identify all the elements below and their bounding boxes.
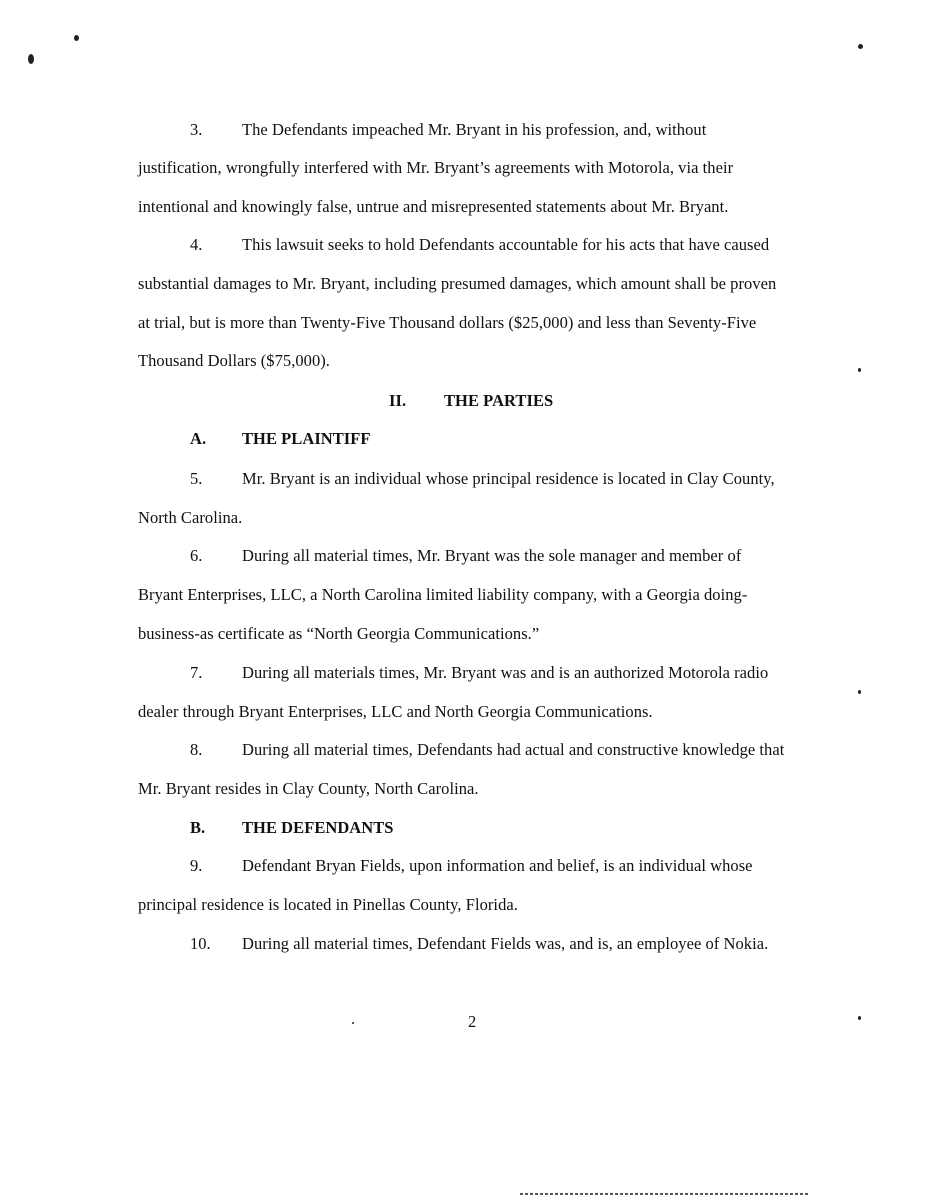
- paragraph-line: principal residence is located in Pinellas County, Florida.: [138, 895, 518, 914]
- section-heading-title: THE PARTIES: [444, 391, 554, 410]
- subheading-title: THE PLAINTIFF: [242, 429, 371, 448]
- page-number: 2: [468, 1012, 477, 1031]
- paragraph-line: During all material times, Defendants had actual and constructive knowledge that: [242, 740, 785, 759]
- scan-artifact-bar: [520, 1193, 810, 1195]
- paragraph-number: 3.: [190, 120, 203, 139]
- scan-mark: [858, 44, 863, 49]
- paragraph-line: During all materials times, Mr. Bryant was and is an authorized Motorola radio: [242, 663, 769, 682]
- paragraph-line: During all material times, Defendant Fields was, and is, an employee of Nokia.: [242, 934, 769, 953]
- paragraph-number: 8.: [190, 740, 203, 759]
- paragraph-line: During all material times, Mr. Bryant was the sole manager and member of: [242, 546, 742, 565]
- subheading-letter: A.: [190, 429, 207, 448]
- paragraph-line: North Carolina.: [138, 508, 243, 527]
- scan-mark: [858, 690, 861, 694]
- paragraph-line: at trial, but is more than Twenty-Five Thousand dollars ($25,000) and less than Seventy-Five: [138, 313, 757, 332]
- paragraph-line: Defendant Bryan Fields, upon information and belief, is an individual whose: [242, 856, 753, 875]
- scan-mark: [352, 1022, 354, 1024]
- paragraph-number: 10.: [190, 934, 211, 953]
- paragraph-number: 4.: [190, 235, 203, 254]
- paragraph-line: Thousand Dollars ($75,000).: [138, 351, 330, 370]
- paragraph-line: This lawsuit seeks to hold Defendants accountable for his acts that have caused: [242, 235, 770, 254]
- paragraph-line: dealer through Bryant Enterprises, LLC and North Georgia Communications.: [138, 702, 653, 721]
- paragraph-line: Mr. Bryant resides in Clay County, North Carolina.: [138, 779, 479, 798]
- paragraph-line: Mr. Bryant is an individual whose principal residence is located in Clay County,: [242, 469, 775, 488]
- paragraph-line: intentional and knowingly false, untrue and misrepresented statements about Mr. Bryant.: [138, 197, 729, 216]
- paragraph-line: substantial damages to Mr. Bryant, including presumed damages, which amount shall be proven: [138, 274, 777, 293]
- scan-mark: [858, 368, 861, 372]
- paragraph-number: 5.: [190, 469, 203, 488]
- subheading-letter: B.: [190, 818, 206, 837]
- scan-mark: [28, 54, 34, 64]
- scan-mark: [74, 35, 79, 41]
- paragraph-number: 9.: [190, 856, 203, 875]
- paragraph-line: Bryant Enterprises, LLC, a North Carolina limited liability company, with a Georgia doing-: [138, 585, 748, 604]
- scan-mark: [858, 1016, 861, 1020]
- section-heading-numeral: II.: [389, 391, 407, 410]
- paragraph-line: The Defendants impeached Mr. Bryant in his profession, and, without: [242, 120, 707, 139]
- subheading-title: THE DEFENDANTS: [242, 818, 394, 837]
- paragraph-number: 7.: [190, 663, 203, 682]
- paragraph-line: justification, wrongfully interfered with Mr. Bryant’s agreements with Motorola, via their: [138, 158, 734, 177]
- paragraph-number: 6.: [190, 546, 203, 565]
- paragraph-line: business-as certificate as “North Georgia Communications.”: [138, 624, 540, 643]
